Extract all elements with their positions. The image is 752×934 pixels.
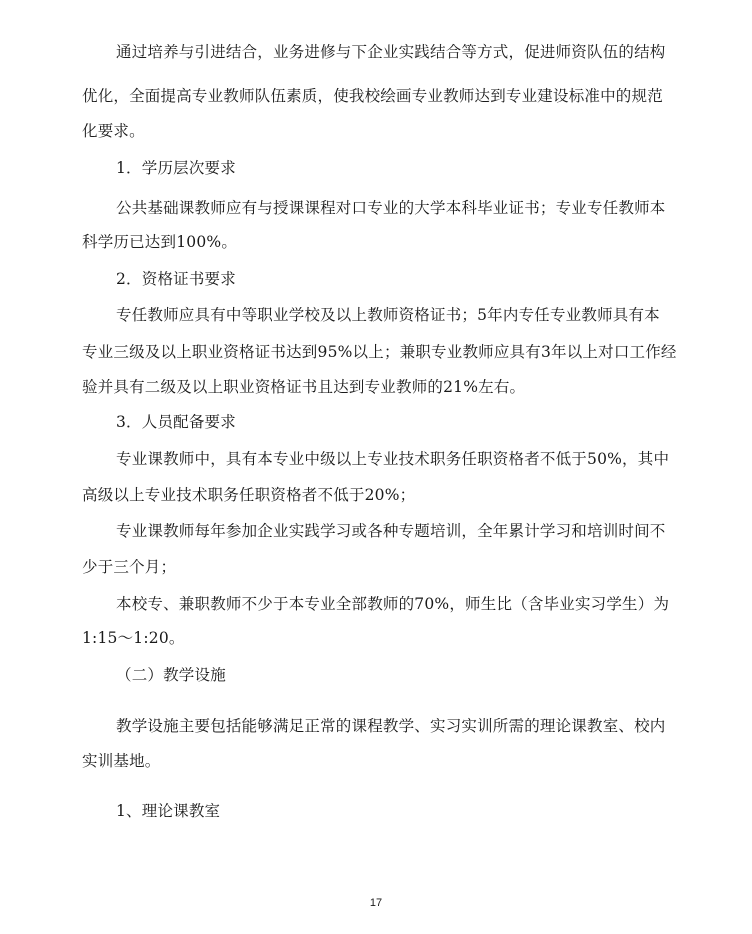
page-number: 17 (369, 897, 383, 909)
paragraph-line: 优化，全面提高专业教师队伍素质，使我校绘画专业教师达到专业建设标准中的规范 (82, 87, 663, 105)
paragraph-line: 公共基础课教师应有与授课课程对口专业的大学本科毕业证书；专业专任教师本 (116, 199, 666, 217)
paragraph-line: 专业课教师每年参加企业实践学习或各种专题培训，全年累计学习和培训时间不 (116, 522, 666, 540)
paragraph-line: 通过培养与引进结合，业务进修与下企业实践结合等方式，促进师资队伍的结构 (116, 43, 666, 61)
paragraph-line: 高级以上专业技术职务任职资格者不低于20%； (82, 486, 416, 504)
paragraph-line: 少于三个月； (82, 558, 177, 576)
section-heading: （二）教学设施 (116, 666, 226, 684)
paragraph-line: 专业三级及以上职业资格证书达到95%以上；兼职专业教师应具有3年以上对口工作经 (82, 343, 677, 361)
paragraph-line: 化要求。 (82, 122, 145, 140)
paragraph-line: 验并具有二级及以上职业资格证书且达到专业教师的21%左右。 (82, 378, 526, 396)
section-heading: 1．学历层次要求 (116, 159, 236, 177)
section-heading: 2．资格证书要求 (116, 270, 236, 288)
paragraph-line: 专任教师应具有中等职业学校及以上教师资格证书；5年内专任专业教师具有本 (116, 306, 660, 324)
paragraph-line: 教学设施主要包括能够满足正常的课程教学、实习实训所需的理论课教室、校内 (116, 717, 666, 735)
paragraph-line: 本校专、兼职教师不少于本专业全部教师的70%，师生比（含毕业实习学生）为 (116, 595, 670, 613)
section-heading: 1、理论课教室 (116, 802, 221, 820)
paragraph-line: 实训基地。 (82, 752, 161, 770)
paragraph-line: 科学历已达到100%。 (82, 233, 238, 251)
paragraph-line: 专业课教师中，具有本专业中级以上专业技术职务任职资格者不低于50%，其中 (116, 450, 670, 468)
paragraph-line: 1:15～1:20。 (82, 629, 185, 647)
section-heading: 3．人员配备要求 (116, 413, 236, 431)
